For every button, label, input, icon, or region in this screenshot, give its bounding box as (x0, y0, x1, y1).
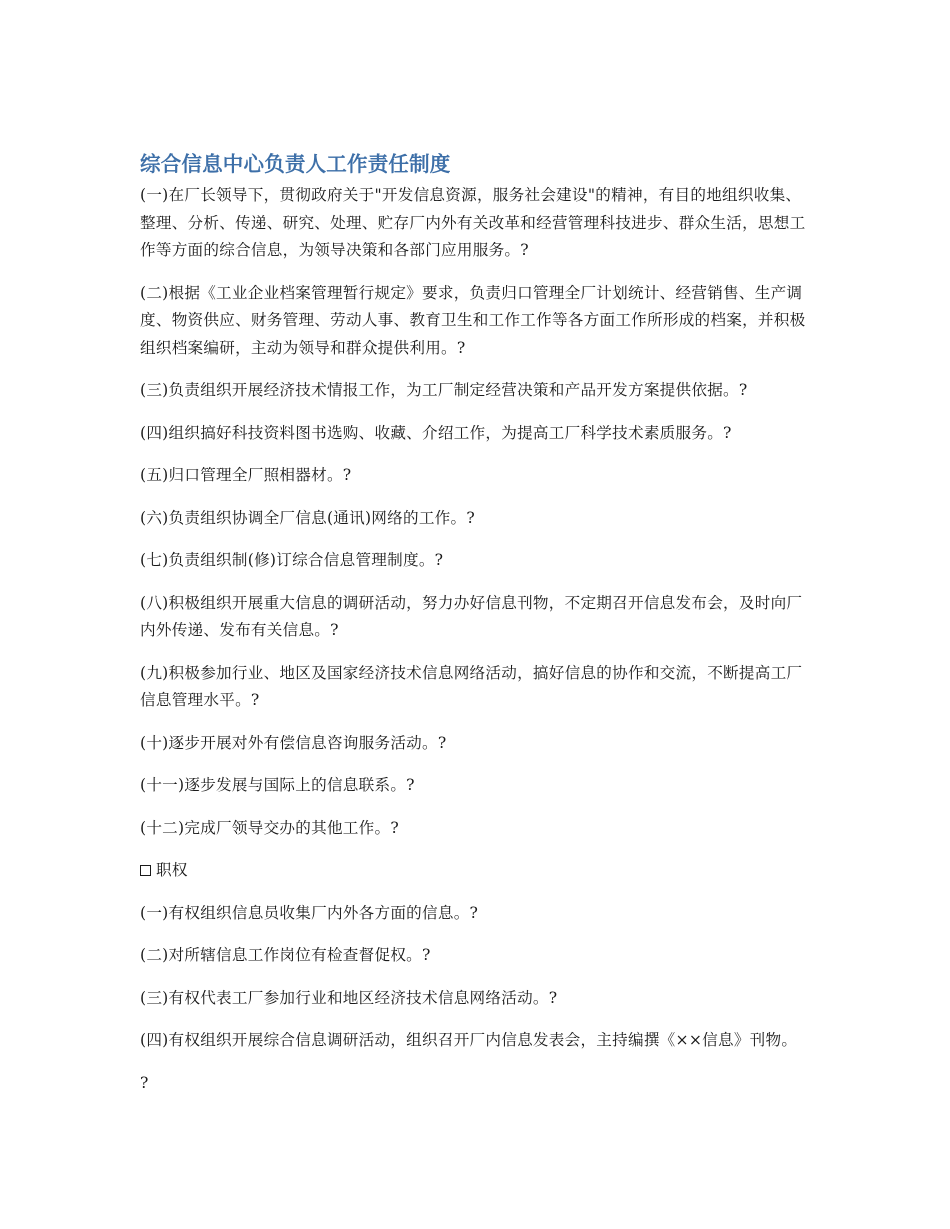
duty-item: (九)积极参加行业、地区及国家经济技术信息网络活动，搞好信息的协作和交流，不断提高工厂信息管理水平。? (140, 663, 803, 709)
power-item: (四)有权组织开展综合信息调研活动，组织召开厂内信息发表会，主持编撰《××信息》刊物。 (140, 1031, 798, 1049)
duty-item: (十一)逐步发展与国际上的信息联系。? (140, 776, 415, 794)
duty-item: (四)组织搞好科技资料图书选购、收藏、介绍工作，为提高工厂科学技术素质服务。? (140, 423, 732, 442)
trailing-mark: ? (140, 1073, 149, 1092)
duty-item: (五)归口管理全厂照相器材。? (140, 466, 352, 484)
powers-heading (140, 857, 812, 885)
duty-item: (十二)完成厂领导交办的其他工作。? (140, 818, 399, 837)
duty-item: (八)积极组织开展重大信息的调研活动，努力办好信息刊物，不定期召开信息发布会，及时向厂内外传递、发布有关信息。? (140, 593, 803, 639)
powers-heading-label: 职权 (156, 861, 188, 879)
power-item: (二)对所辖信息工作岗位有检查督促权。? (140, 946, 431, 964)
duty-item: (七)负责组织制(修)订综合信息管理制度。? (140, 551, 444, 569)
power-item: (三)有权代表工厂参加行业和地区经济技术信息网络活动。? (140, 988, 558, 1007)
document-body (140, 148, 812, 1097)
power-item: (一)有权组织信息员收集厂内外各方面的信息。? (140, 903, 479, 922)
document-title: 综合信息中心负责人工作责任制度 (140, 152, 451, 176)
duty-item: (十)逐步开展对外有偿信息咨询服务活动。? (140, 733, 447, 752)
duty-item: (二)根据《工业企业档案管理暂行规定》要求，负责归口管理全厂计划统计、经营销售、生产调度、物资供应、财务管理、劳动人事、教育卫生和工作工作等各方面工作所形成的档案，并积极组织档案编研，主动为领导和群众提供利用。? (140, 283, 806, 357)
duty-item: (一)在厂长领导下，贯彻政府关于"开发信息资源，服务社会建设"的精神，有目的地组织收集、整理、分析、传递、研究、处理、贮存厂内外有关改革和经营管理科技进步、群众生活，思想工作等方面的综合信息，为领导决策和各部门应用服务。? (140, 186, 806, 259)
checkbox-square-icon (140, 865, 151, 876)
duty-item: (六)负责组织协调全厂信息(通讯)网络的工作。? (140, 508, 475, 527)
duty-item: (三)负责组织开展经济技术情报工作，为工厂制定经营决策和产品开发方案提供依据。? (140, 381, 748, 399)
